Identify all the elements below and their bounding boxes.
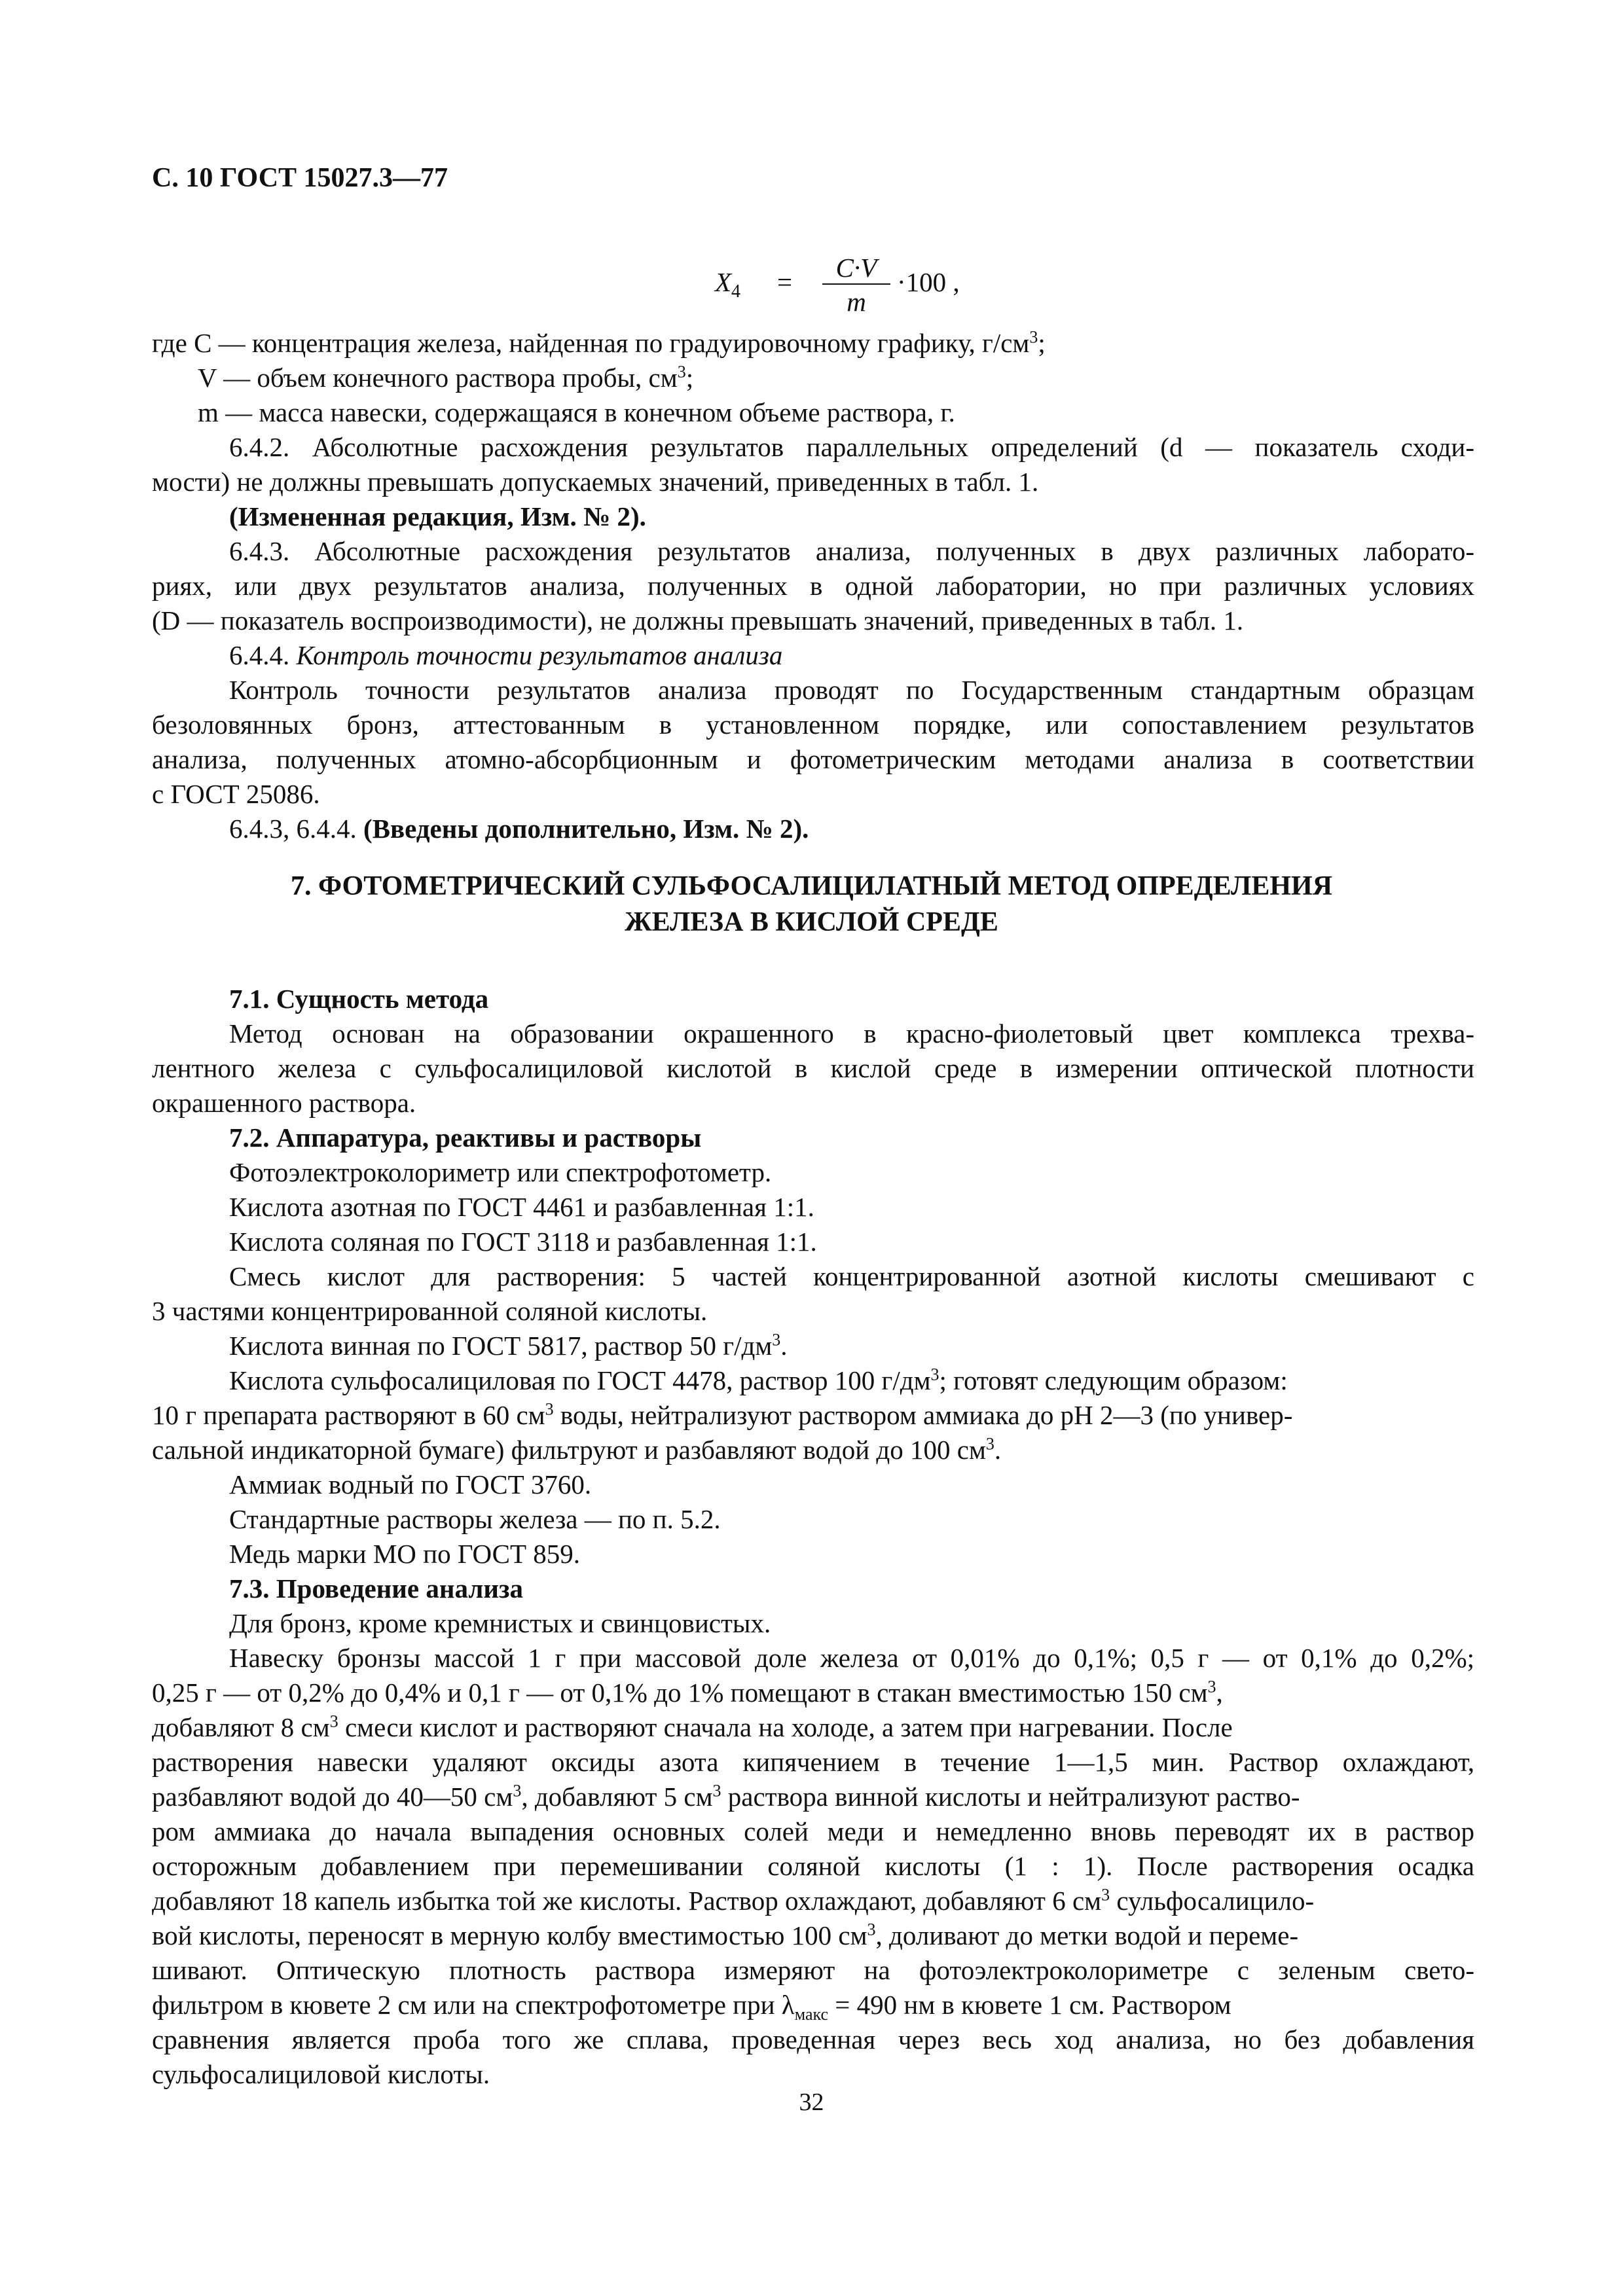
page-number: 32 — [799, 2089, 824, 2116]
subsection-heading: 7.2. Аппаратура, реактивы и растворы — [229, 1122, 702, 1153]
paragraph-line: безоловянных бронз, аттестованным в установленном порядке, или сопоставлением результатов — [152, 709, 1474, 740]
formula-x4 — [715, 252, 990, 317]
paragraph-line: Метод основан на образовании окрашенного в красно-фиолетовый цвет комплекса трехва- — [229, 1018, 1474, 1049]
section-title: ЖЕЛЕЗА В КИСЛОЙ СРЕДЕ — [625, 907, 998, 937]
paragraph-line: сравнения является проба того же сплава, проведенная через весь ход анализа, но без добавления — [152, 2024, 1474, 2054]
paragraph-line: 0,25 г — от 0,2% до 0,4% и 0,1 г — от 0,1% до 1% помещают в стакан вместимостью 150 $см^3$, — [152, 1677, 1223, 1708]
paragraph-line: анализа, полученных атомно-абсорбционным и фотометрическим методами анализа в соответствии — [152, 744, 1474, 774]
paragraph-line: (D — показатель воспроизводимости), не должны превышать значений, приведенных в табл. 1. — [152, 605, 1244, 636]
definition-m: m — масса навески, содержащаяся в конечном объеме раствора, г. — [198, 397, 955, 427]
paragraph-line: 6.4.2. Абсолютные расхождения результатов параллельных определений (d — показатель сходи- — [229, 432, 1474, 462]
paragraph-line: вой кислоты, переносят в мерную колбу вместимостью 100 $см^3$, доливают до метки водой и переме- — [152, 1920, 1299, 1950]
paragraph-line: 6.4.3. Абсолютные расхождения результатов анализа, полученных в двух различных лаборато- — [229, 536, 1474, 566]
subsection-heading: 6.4.4. Контроль точности результатов анализа — [229, 640, 783, 670]
paragraph-line: разбавляют водой до 40—50 $см^3$, добавляют 5 $см^3$ раствора винной кислоты и нейтрализуют раство- — [152, 1781, 1300, 1812]
amendment-note: (Измененная редакция, Изм. № 2). — [229, 501, 646, 531]
paragraph-line: Контроль точности результатов анализа проводят по Государственным стандартным образцам — [229, 675, 1474, 705]
formula-multiplier: ·100 , — [897, 267, 960, 297]
paragraph-line: Аммиак водный по ГОСТ 3760. — [229, 1469, 592, 1499]
paragraph-line: с ГОСТ 25086. — [152, 779, 320, 809]
definition-c: где С — концентрация железа, найденная по градуировочному графику, $г/см^3$; — [152, 327, 1046, 358]
paragraph-line: фильтром в кювете 2 см или на спектрофотометре при $\lambda_{макс} = 490$ нм в кювете 1 см. Раствором — [152, 1990, 1231, 2024]
definition-v: V — объем конечного раствора пробы, $см^3$; — [198, 362, 694, 393]
amendment-note: 6.4.3, 6.4.4. (Введены дополнительно, Изм. № 2). — [229, 814, 809, 844]
paragraph-line: Для бронз, кроме кремнистых и свинцовистых. — [229, 1608, 771, 1638]
paragraph-line: ром аммиака до начала выпадения основных солей меди и немедленно вновь переводят их в раствор — [152, 1816, 1474, 1846]
paragraph-line: Стандартные растворы железа — по п. 5.2. — [229, 1504, 721, 1534]
paragraph-line: 10 г препарата растворяют в 60 $см^3$ воды, нейтрализуют раствором аммиака до рН 2—3 (по универ- — [152, 1399, 1293, 1430]
formula-equals: = — [777, 267, 793, 297]
paragraph-line: сальной индикаторной бумаге) фильтруют и разбавляют водой до 100 $см^3$. — [152, 1434, 1002, 1465]
paragraph-line: добавляют 18 капель избытка той же кислоты. Раствор охлаждают, добавляют 6 $см^3$ сульфосалицило- — [152, 1885, 1315, 1916]
subsection-heading: 7.1. Сущность метода — [229, 984, 489, 1014]
paragraph-line: Кислота азотная по ГОСТ 4461 и разбавленная 1:1. — [229, 1192, 814, 1222]
formula-denominator: m — [847, 287, 866, 317]
paragraph-line: добавляют 8 $см^3$ смеси кислот и растворяют сначала на холоде, а затем при нагревании. После — [152, 1712, 1233, 1742]
paragraph-line: Кислота сульфосалициловая по ГОСТ 4478, раствор 100 $г/дм^3$; готовят следующим образом: — [229, 1365, 1288, 1395]
paragraph-line: 3 частями концентрированной соляной кислоты. — [152, 1296, 708, 1326]
paragraph-line: осторожным добавлением при перемешивании соляной кислоты (1 : 1). После растворения осадка — [152, 1851, 1474, 1881]
subsection-heading: 7.3. Проведение анализа — [229, 1573, 523, 1604]
paragraph-line: Медь марки МО по ГОСТ 859. — [229, 1539, 581, 1569]
formula-lhs: $X_4$ — [715, 267, 741, 302]
fraction-bar — [822, 283, 890, 285]
paragraph-line: Фотоэлектроколориметр или спектрофотометр. — [229, 1157, 772, 1187]
paragraph-line: Кислота соляная по ГОСТ 3118 и разбавленная 1:1. — [229, 1227, 817, 1257]
paragraph-line: окрашенного раствора. — [152, 1088, 416, 1118]
paragraph-line: Смесь кислот для растворения: 5 частей концентрированной азотной кислоты смешивают с — [229, 1261, 1474, 1291]
page-header: С. 10 ГОСТ 15027.3—77 — [152, 163, 448, 193]
formula-fraction — [820, 252, 893, 317]
paragraph-line: лентного железа с сульфосалициловой кислотой в кислой среде в измерении оптической плотности — [152, 1053, 1474, 1083]
paragraph-line: сульфосалициловой кислоты. — [152, 2059, 490, 2089]
paragraph-line: Навеску бронзы массой 1 г при массовой доле железа от 0,01% до 0,1%; 0,5 г — от 0,1% до 0,2%; — [229, 1643, 1474, 1673]
section-title: 7. ФОТОМЕТРИЧЕСКИЙ СУЛЬФОСАЛИЦИЛАТНЫЙ МЕТОД ОПРЕДЕЛЕНИЯ — [290, 871, 1333, 901]
paragraph-line: Кислота винная по ГОСТ 5817, раствор 50 $г/дм^3$. — [229, 1330, 788, 1361]
formula-numerator: C·V — [835, 253, 877, 283]
paragraph-line: мости) не должны превышать допускаемых значений, приведенных в табл. 1. — [152, 467, 1039, 497]
paragraph-line: шивают. Оптическую плотность раствора измеряют на фотоэлектроколориметре с зеленым свето- — [152, 1955, 1474, 1985]
paragraph-line: растворения навески удаляют оксиды азота кипячением в течение 1—1,5 мин. Раствор охлаждают, — [152, 1747, 1474, 1777]
paragraph-line: риях, или двух результатов анализа, полученных в одной лаборатории, но при различных условиях — [152, 571, 1474, 601]
